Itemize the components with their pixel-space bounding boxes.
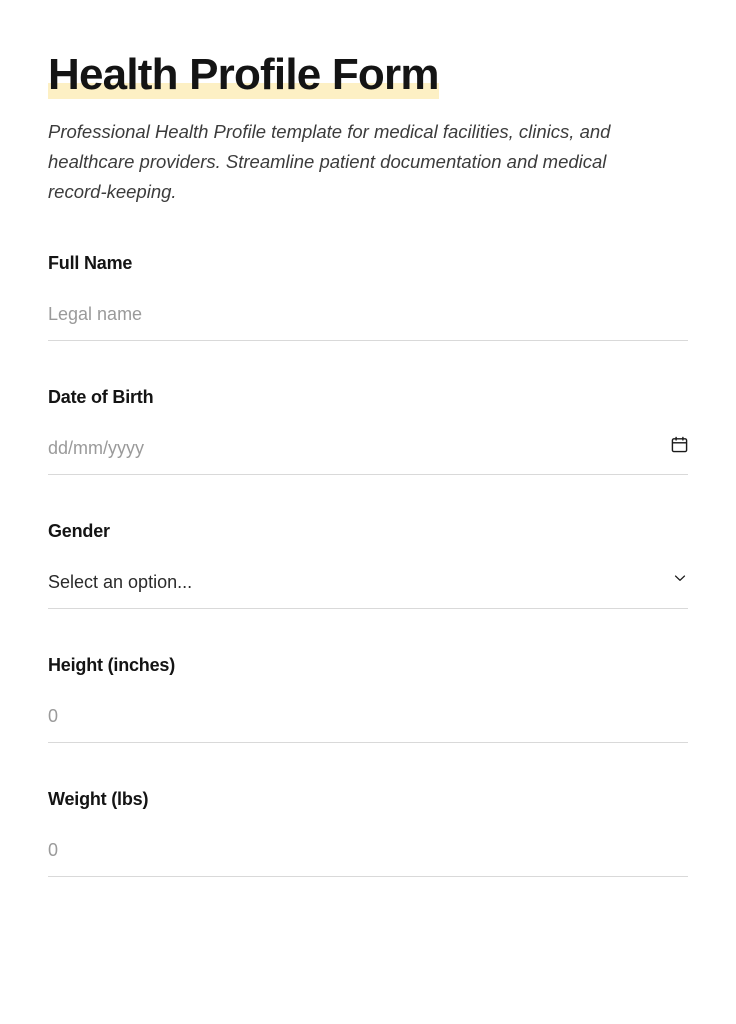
page-subtitle: Professional Health Profile template for medical facilities, clinics, and healthcare providers. Streamline patient documentation and medical record-keeping. [48,120,611,202]
field-gender [48,521,688,609]
gender-select-value[interactable]: Select an option... [48,571,193,592]
field-label-gender: Gender [48,520,110,541]
field-weight [48,789,688,877]
field-control-weight[interactable] [48,840,688,877]
calendar-icon[interactable] [671,436,688,453]
page-title: Health Profile Form [48,50,439,99]
gender-select[interactable] [48,572,688,609]
date-of-birth-placeholder[interactable]: dd/mm/yyyy [48,437,145,458]
field-control-height[interactable] [48,706,688,743]
field-height [48,655,688,743]
field-full-name [48,253,688,341]
field-control-date-of-birth[interactable] [48,438,688,475]
field-label-height: Height (inches) [48,654,176,675]
field-control-full-name[interactable] [48,304,688,341]
field-label-date-of-birth: Date of Birth [48,386,154,407]
field-label-weight: Weight (lbs) [48,788,149,809]
field-label-full-name: Full Name [48,252,133,273]
full-name-input[interactable] [48,304,688,325]
page-title-wrap [48,50,439,101]
field-date-of-birth [48,387,688,475]
height-input[interactable] [48,706,688,727]
chevron-down-icon[interactable] [672,570,688,586]
weight-input[interactable] [48,840,688,861]
